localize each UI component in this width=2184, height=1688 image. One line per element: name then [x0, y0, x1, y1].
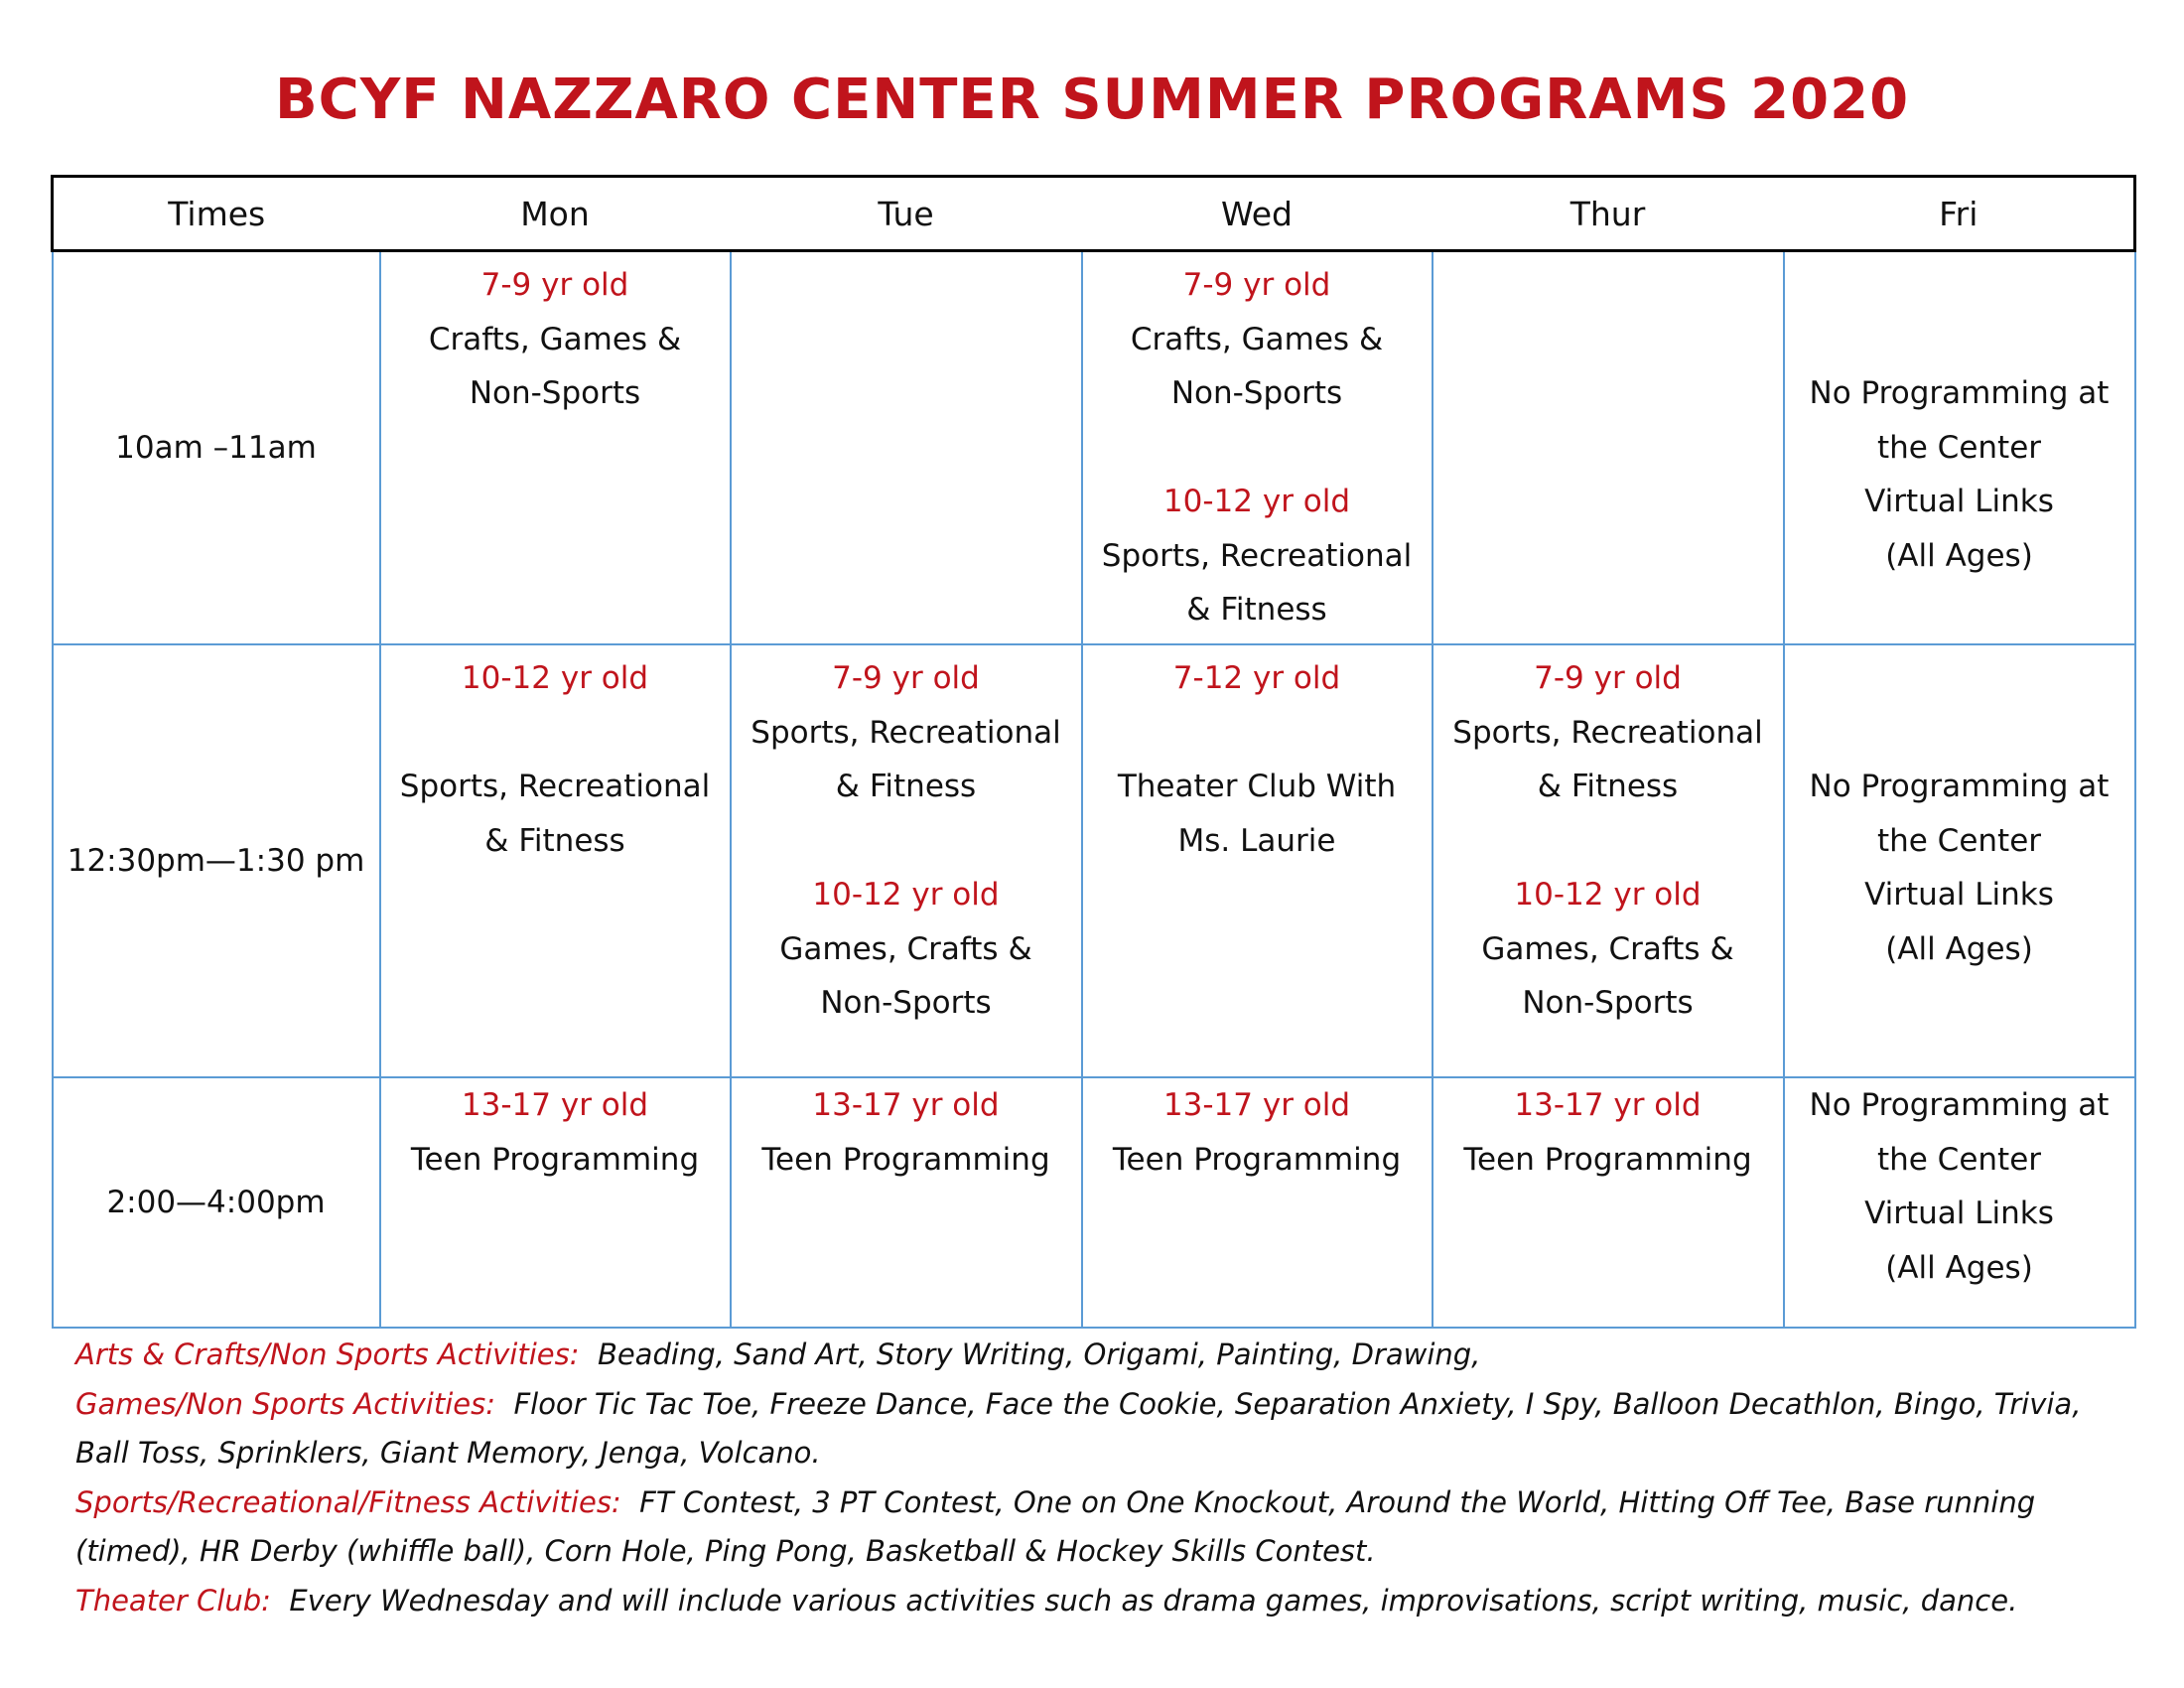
- note-label: Sports/Recreational/Fitness Activities:: [75, 1484, 621, 1519]
- time-cell: [53, 1077, 380, 1328]
- table-row: [53, 1077, 2135, 1328]
- fri-note-line: (All Ages): [1885, 930, 2033, 967]
- activity-line: & Fitness: [1537, 769, 1679, 804]
- note-theater: [75, 1577, 2140, 1626]
- table-row: [53, 251, 2135, 645]
- age-group: 13-17 yr old: [1162, 1087, 1351, 1123]
- activity-line: Crafts, Games &: [428, 321, 682, 357]
- age-group: 10-12 yr old: [461, 660, 649, 696]
- table-row: [53, 644, 2135, 1077]
- activity-line: Sports, Recreational: [1452, 714, 1763, 751]
- age-group: 10-12 yr old: [1514, 877, 1702, 913]
- spacer: [738, 814, 1075, 869]
- activity-line: Sports, Recreational: [1101, 537, 1413, 574]
- header-times: Times: [53, 177, 380, 251]
- note-text: Every Wednesday and will include various activities such as drama games, improvisations, script writing, music, dance.: [289, 1583, 2018, 1618]
- activity-line: Non-Sports: [469, 375, 641, 411]
- time-cell: [53, 251, 380, 645]
- note-text: Floor Tic Tac Toe, Freeze Dance, Face the Cookie, Separation Anxiety, I Spy, Balloon Decathlon, Bingo, Trivia, Ball Toss, Sprinklers, Giant Memory, Jenga, Volcano.: [75, 1386, 2082, 1470]
- spacer: [1791, 313, 2128, 367]
- age-group: 13-17 yr old: [1514, 1087, 1702, 1123]
- fri-note-line: Virtual Links: [1864, 1196, 2054, 1231]
- note-games: [75, 1380, 2140, 1478]
- fri-note-line: No Programming at: [1809, 769, 2110, 804]
- fri-note-line: No Programming at: [1809, 375, 2110, 411]
- note-label: Arts & Crafts/Non Sports Activities:: [75, 1337, 580, 1371]
- activity-line: Non-Sports: [820, 985, 992, 1021]
- cell-thu: [1433, 1077, 1784, 1328]
- activity-notes: [75, 1331, 2140, 1625]
- cell-wed: [1082, 1077, 1433, 1328]
- cell-mon: [380, 251, 731, 645]
- age-group: 7-9 yr old: [1534, 660, 1682, 696]
- spacer: [387, 706, 724, 761]
- age-group: 7-9 yr old: [480, 267, 629, 303]
- fri-note-line: the Center: [1876, 1141, 2042, 1178]
- age-group: 10-12 yr old: [812, 877, 1000, 913]
- cell-tue: [731, 251, 1082, 645]
- activity-line: Teen Programming: [761, 1141, 1050, 1178]
- cell-tue: [731, 1077, 1082, 1328]
- fri-note-line: Virtual Links: [1864, 484, 2054, 519]
- fri-note-line: the Center: [1876, 822, 2042, 859]
- cell-thu: [1433, 251, 1784, 645]
- activity-line: Crafts, Games &: [1130, 321, 1384, 357]
- cell-wed: [1082, 644, 1433, 1077]
- age-group: 13-17 yr old: [461, 1087, 649, 1123]
- activity-line: Games, Crafts &: [779, 930, 1032, 967]
- age-group: 7-12 yr old: [1172, 660, 1341, 696]
- cell-wed: [1082, 251, 1433, 645]
- header-mon: Mon: [380, 177, 731, 251]
- time-label: 10am –11am: [115, 429, 317, 466]
- note-text: FT Contest, 3 PT Contest, One on One Knockout, Around the World, Hitting Off Tee, Base running (timed), HR Derby (whiffle ball), Corn Hole, Ping Pong, Basketball & Hockey Skills Contest.: [75, 1484, 2036, 1568]
- age-group: 10-12 yr old: [1162, 484, 1351, 519]
- activity-line: Teen Programming: [410, 1141, 700, 1178]
- activity-line: Teen Programming: [1463, 1141, 1752, 1178]
- note-label: Games/Non Sports Activities:: [75, 1386, 496, 1421]
- fri-note-line: No Programming at: [1809, 1087, 2110, 1123]
- age-group: 13-17 yr old: [812, 1087, 1000, 1123]
- fri-note-line: (All Ages): [1885, 537, 2033, 574]
- cell-mon: [380, 644, 731, 1077]
- time-cell: [53, 644, 380, 1077]
- activity-line: Non-Sports: [1522, 985, 1694, 1021]
- spacer: [1791, 258, 2128, 313]
- note-label: Theater Club:: [75, 1583, 271, 1618]
- cell-fri: [1784, 644, 2135, 1077]
- activity-line: Sports, Recreational: [751, 714, 1061, 751]
- spacer: [1791, 651, 2128, 706]
- age-group: 7-9 yr old: [1182, 267, 1331, 303]
- activity-line: & Fitness: [484, 822, 625, 859]
- time-label: 2:00—4:00pm: [106, 1184, 326, 1220]
- header-thu: Thur: [1433, 177, 1784, 251]
- header-tue: Tue: [731, 177, 1082, 251]
- header-row: [53, 177, 2135, 251]
- note-arts-crafts: [75, 1331, 2140, 1380]
- fri-note-line: Virtual Links: [1864, 877, 2054, 913]
- time-label: 12:30pm—1:30 pm: [67, 842, 365, 879]
- activity-line: Teen Programming: [1112, 1141, 1402, 1178]
- activity-line: Ms. Laurie: [1177, 822, 1336, 859]
- spacer: [1791, 706, 2128, 761]
- activity-line: & Fitness: [1186, 592, 1327, 628]
- schedule-table: [51, 175, 2136, 1329]
- fri-note-line: the Center: [1876, 429, 2042, 466]
- activity-line: Games, Crafts &: [1481, 930, 1734, 967]
- note-sports: [75, 1478, 2140, 1577]
- activity-line: Theater Club With: [1117, 769, 1397, 804]
- cell-fri: [1784, 1077, 2135, 1328]
- cell-tue: [731, 644, 1082, 1077]
- activity-line: Sports, Recreational: [399, 769, 711, 804]
- spacer: [1089, 421, 1426, 476]
- spacer: [1089, 706, 1426, 761]
- spacer: [1439, 814, 1777, 869]
- cell-thu: [1433, 644, 1784, 1077]
- activity-line: & Fitness: [835, 769, 977, 804]
- cell-fri: [1784, 251, 2135, 645]
- fri-note-line: (All Ages): [1885, 1249, 2033, 1286]
- header-fri: Fri: [1784, 177, 2135, 251]
- age-group: 7-9 yr old: [832, 660, 980, 696]
- header-wed: Wed: [1082, 177, 1433, 251]
- cell-mon: [380, 1077, 731, 1328]
- activity-line: Non-Sports: [1170, 375, 1343, 411]
- note-text: Beading, Sand Art, Story Writing, Origami, Painting, Drawing,: [597, 1337, 1481, 1371]
- page-title: BCYF NAZZARO CENTER SUMMER PROGRAMS 2020: [274, 68, 1910, 132]
